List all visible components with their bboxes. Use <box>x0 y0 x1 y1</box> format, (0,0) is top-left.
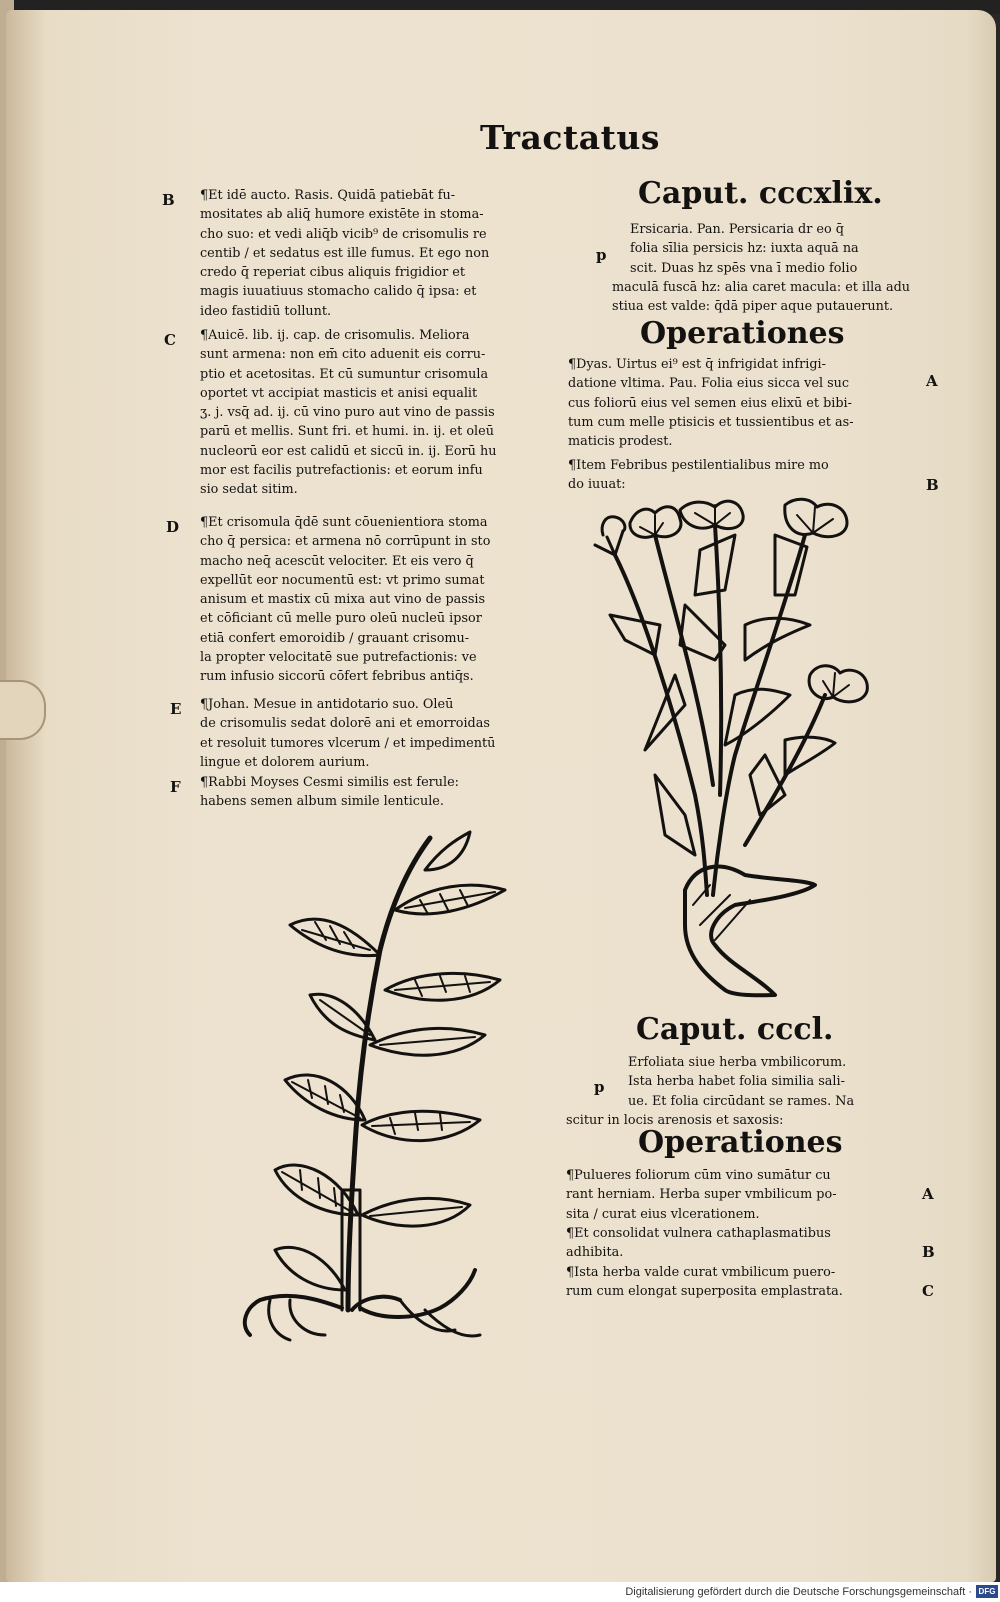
text-line: mor est facilis putrefactionis: et eorum infu <box>200 463 483 479</box>
text-line: maticis prodest. <box>568 434 673 450</box>
margin-marker-c-left: C <box>164 331 176 349</box>
chapter1-intro <box>630 220 859 278</box>
paragraph-a-ch1 <box>568 355 854 451</box>
text-line: cho q̄ persica: et armena nō corrūpunt in sto <box>200 534 491 550</box>
text-line: parū et mellis. Sunt fri. et humi. in. ij. et oleū <box>200 424 494 440</box>
text-line: et cōficiant cū melle puro oleū nucleū ipsor <box>200 611 482 627</box>
text-line: ideo fastidiū tollunt. <box>200 303 332 319</box>
margin-marker-b-left: B <box>162 191 175 209</box>
text-line: habens semen album simile lenticule. <box>200 794 444 810</box>
text-line: ue. Et folia circūdant se rames. Na <box>628 1093 855 1109</box>
text-line: do iuuat: <box>568 477 626 493</box>
paragraph-b-left <box>200 186 489 321</box>
text-line: sita / curat eius vlcerationem. <box>566 1206 760 1222</box>
text-line: ʒ. j. vsq̄ ad. ij. cū vino puro aut vino de passis <box>200 405 495 421</box>
text-line: adhibita. <box>566 1245 624 1261</box>
woodcut-flower-illustration <box>585 495 885 1030</box>
text-line: etiā confert emoroidib / grauant crisomu- <box>200 630 470 646</box>
text-line: macho neq̄ acescūt velociter. Et eis vero q̄ <box>200 553 474 569</box>
text-line: ¶Johan. Mesue in antidotario suo. Oleū <box>200 697 454 712</box>
text-line: folia sīlia persicis hz: iuxta aquā na <box>630 241 859 257</box>
text-line: scit. Duas hz spēs vna ī medio folio <box>630 260 858 276</box>
chapter2-intro <box>628 1053 854 1111</box>
text-line: ¶Ista herba valde curat vmbilicum puero- <box>566 1265 836 1280</box>
text-line: ¶Auicē. lib. ij. cap. de crisomulis. Meliora <box>200 328 470 343</box>
running-title: Tractatus <box>480 118 660 157</box>
text-line: centib / et sedatus est ille fumus. Et ego non <box>200 245 490 261</box>
text-line: oportet vt accipiat masticis et anisi equalit <box>200 385 478 401</box>
paragraph-c-left <box>200 326 496 500</box>
woodcut-herb-illustration <box>230 830 520 1350</box>
text-line: rant herniam. Herba super vmbilicum po- <box>566 1187 837 1203</box>
margin-marker-b-ch2: B <box>922 1243 935 1261</box>
paragraph-e-left <box>200 695 495 772</box>
text-line: ¶Et consolidat vulnera cathaplasmatibus <box>566 1226 831 1241</box>
text-line: cus foliorū eius vel semen eius elixū et bibi- <box>568 395 852 411</box>
margin-marker-b-ch1: B <box>926 476 939 494</box>
text-line: cho suo: et vedi aliq̄b vicib⁹ de crisomulis re <box>200 226 487 242</box>
margin-marker-a-ch1: A <box>926 372 938 390</box>
text-line: credo q̄ reperiat cibus aliquis frigidior et <box>200 265 466 281</box>
paragraph-d-left <box>200 513 490 687</box>
paragraph-a-ch2 <box>566 1166 837 1224</box>
chapter1-intro-cont <box>612 278 910 317</box>
text-line: scitur in locis arenosis et saxosis: <box>566 1113 784 1128</box>
text-line: Erfoliata siue herba vmbilicorum. <box>628 1055 847 1070</box>
chapter-title-cccxlix: Caput. cccxlix. <box>638 176 883 211</box>
text-line: stiua est valde: q̄dā piper aque putauerunt. <box>612 299 894 315</box>
text-line: tum cum melle ptisicis et tussientibus et as- <box>568 414 854 430</box>
text-line: anisum et mastix cū mixa aut vino de passis <box>200 592 486 608</box>
margin-marker-a-ch2: A <box>922 1185 934 1203</box>
text-line: rum cum elongat superposita emplastrata. <box>566 1284 843 1300</box>
margin-marker-c-ch2: C <box>922 1282 934 1300</box>
operationes-heading-ch2: Operationes <box>638 1125 843 1160</box>
text-line: ¶Et crisomula q̄dē sunt cōuenientiora stoma <box>200 515 488 530</box>
text-line: lingue et dolorem aurium. <box>200 754 370 770</box>
text-line: mositates ab aliq̄ humore existēte in stoma- <box>200 207 484 223</box>
digitization-footer <box>0 1582 1000 1602</box>
text-line: expellūt eor nocumentū est: vt primo sumat <box>200 572 485 588</box>
text-line: ¶Et idē aucto. Rasis. Quidā patiebāt fu- <box>200 188 456 203</box>
operationes-heading-ch1: Operationes <box>640 316 845 351</box>
margin-marker-p-ch1: p <box>596 246 607 264</box>
text-line: ¶Dyas. Uirtus ei⁹ est q̄ infrigidat infrigi- <box>568 357 826 372</box>
text-line: de crisomulis sedat dolorē ani et emorroidas <box>200 716 490 732</box>
text-line: rum infusio siccorū cōfert febribus antiq̄s. <box>200 669 474 685</box>
margin-marker-p-ch2: p <box>594 1078 605 1096</box>
text-line: ¶Pulueres foliorum cūm vino sumātur cu <box>566 1168 831 1183</box>
paragraph-c-ch2 <box>566 1263 843 1302</box>
text-line: ptio et acetositas. Et cū sumuntur crisomula <box>200 366 489 382</box>
chapter-title-cccl: Caput. cccl. <box>636 1012 834 1047</box>
text-line: Ersicaria. Pan. Persicaria dr eo q̄ <box>630 222 844 237</box>
text-line: maculā fuscā hz: alia caret macula: et illa adu <box>612 280 911 295</box>
text-line: Ista herba habet folia similia sali- <box>628 1074 845 1090</box>
text-line: ¶Rabbi Moyses Cesmi similis est ferule: <box>200 775 459 790</box>
text-line: nucleorū eor est calidū et siccū in. ij. Eorū hu <box>200 443 497 459</box>
text-line: datione vltima. Pau. Folia eius sicca vel suc <box>568 376 850 392</box>
page-clip <box>0 680 46 740</box>
text-line: et resoluit tumores vlcerum / et impedimentū <box>200 735 496 751</box>
footer-credit: Digitalisierung gefördert durch die Deutsche Forschungsgemeinschaft · <box>625 1586 972 1598</box>
dfg-logo: DFG <box>976 1585 998 1598</box>
paragraph-b-ch2 <box>566 1224 831 1263</box>
paragraph-b-ch1 <box>568 456 829 495</box>
text-line: magis iuuatiuus stomacho calido q̄ ipsa: et <box>200 284 477 300</box>
margin-marker-e-left: E <box>170 700 182 718</box>
text-line: la propter velocitatē sue putrefactionis: ve <box>200 650 477 666</box>
margin-marker-f-left: F <box>170 778 181 796</box>
text-line: sio sedat sitim. <box>200 482 298 498</box>
text-line: ¶Item Febribus pestilentialibus mire mo <box>568 458 829 473</box>
margin-marker-d-left: D <box>166 518 180 536</box>
paragraph-f-left <box>200 773 459 812</box>
text-line: sunt armena: non em̄ cito aduenit eis corru- <box>200 347 486 363</box>
